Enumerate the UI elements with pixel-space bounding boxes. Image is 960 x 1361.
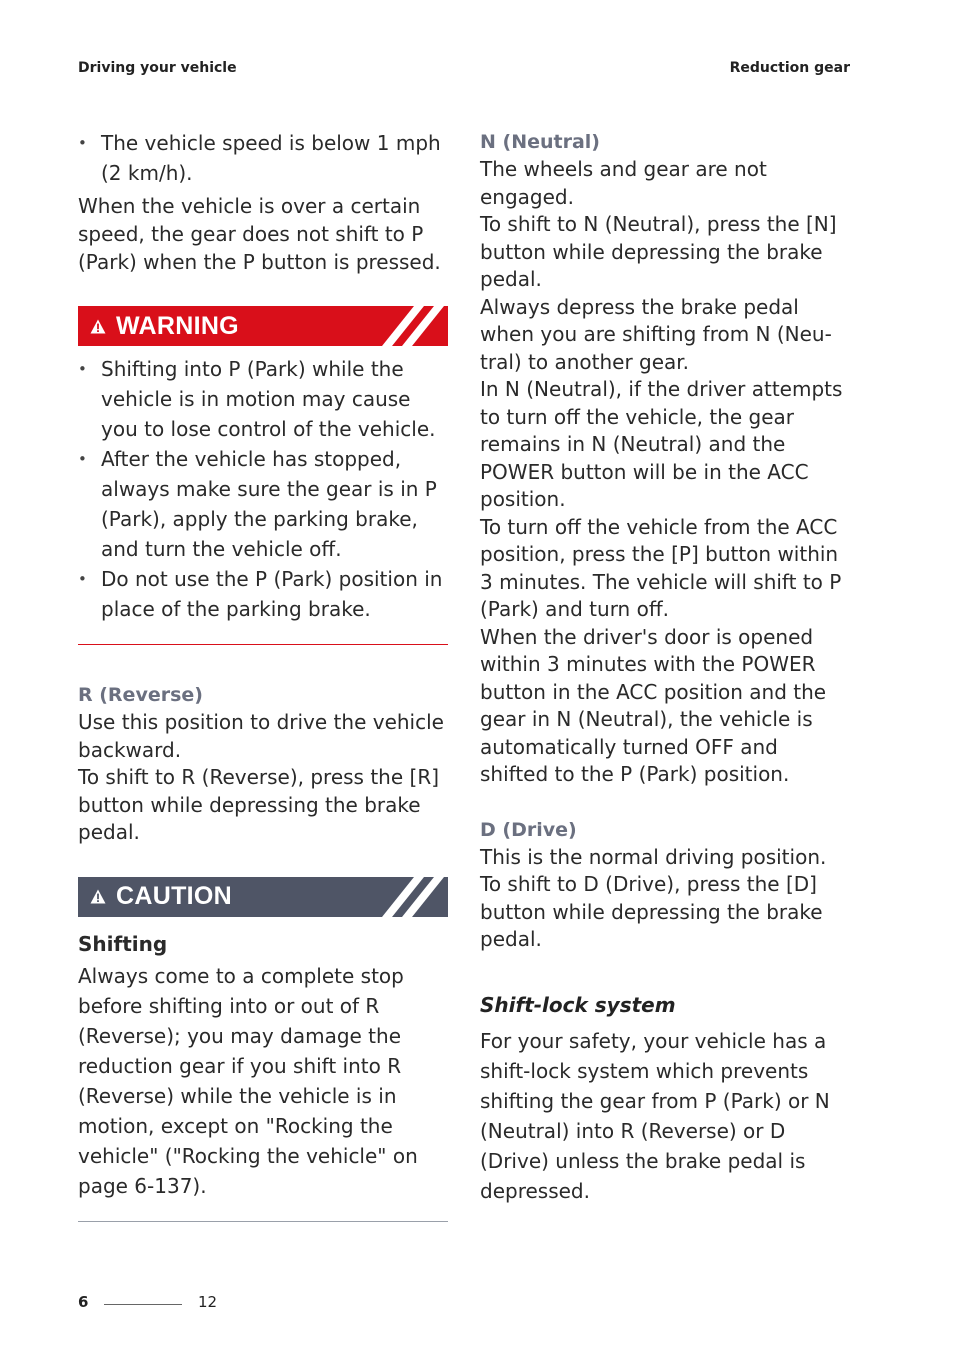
banner-stripes xyxy=(378,877,448,917)
running-header-chapter: Driving your vehicle xyxy=(78,60,237,76)
warning-banner xyxy=(78,306,448,346)
warning-bullet-list xyxy=(78,354,448,624)
drive-section xyxy=(480,816,850,954)
reverse-section xyxy=(78,681,448,847)
footer-chapter-number: 6 xyxy=(78,1293,89,1311)
warning-title: WARNING xyxy=(116,311,239,340)
left-column xyxy=(78,128,448,1222)
drive-heading: D (Drive) xyxy=(480,818,577,841)
caution-text: Always come to a complete stop before shifting into or out of R (Reverse); you may damage the reduction gear if you shift into R (Reverse) while the vehicle is in motion, except on "Rocking the vehicle" ("Rocking the vehicle" on page 6-137). xyxy=(78,963,418,1198)
footer-page-number: 12 xyxy=(198,1293,218,1311)
caution-title: CAUTION xyxy=(116,882,232,910)
drive-text: This is the normal driving position. To shift to D (Drive), press the [D] button while depressing the brake pedal. xyxy=(480,844,827,951)
list-item: • The vehicle speed is below 1 mph (2 km/h). xyxy=(78,128,448,188)
neutral-text: The wheels and gear are not engaged. To shift to N (Neutral), press the [N] button while depressing the brake pedal. Always depress the brake pedal when you are shifting from N (Neu-tral) to another gear. In N (Neutral), if the driver attempts to turn off the vehicle, the gear remains in N (Neutral) and the POWER button will be in the ACC position. To turn off the vehicle from the ACC position, press the [P] button within 3 minutes. The vehicle will shift to P (Park) and turn off. When the driver's door is opened within 3 minutes with the POWER button in the ACC position and the gear in N (Neutral), the vehicle is automatically turned OFF and shifted to the P (Park) position. xyxy=(480,157,843,786)
banner-stripes xyxy=(378,306,448,346)
caution-subtitle: Shifting xyxy=(78,931,168,956)
shift-lock-title: Shift-lock system xyxy=(480,992,676,1017)
footer-divider xyxy=(104,1304,182,1305)
warning-end-divider xyxy=(78,644,448,645)
warning-triangle-icon xyxy=(90,319,106,334)
reverse-heading: R (Reverse) xyxy=(78,684,203,706)
shift-lock-text: For your safety, your vehicle has a shift-lock system which prevents shifting the gear from P (Park) or N (Neutral) into R (Reverse) or D (Drive) unless the brake pedal is depressed. xyxy=(480,1028,830,1203)
intro-paragraph: When the vehicle is over a certain speed, the gear does not shift to P (Park) when the P button is pressed. xyxy=(78,194,441,274)
intro-bullet-list xyxy=(78,128,448,188)
neutral-section xyxy=(480,128,850,789)
caution-end-divider xyxy=(78,1221,448,1222)
running-header-section: Reduction gear xyxy=(729,60,850,76)
caution-banner xyxy=(78,877,448,917)
right-column xyxy=(480,128,850,1206)
neutral-heading: N (Neutral) xyxy=(480,131,600,153)
list-item: • Do not use the P (Park) position in place of the parking brake. xyxy=(78,564,448,624)
list-item: • Shifting into P (Park) while the vehicle is in motion may cause you to lose control of the vehicle. xyxy=(78,354,448,444)
reverse-text: Use this position to drive the vehicle backward. To shift to R (Reverse), press the [R] button while depressing the brake pedal. xyxy=(78,710,444,844)
list-item: • After the vehicle has stopped, always make sure the gear is in P (Park), apply the parking brake, and turn the vehicle off. xyxy=(78,444,448,564)
warning-triangle-icon xyxy=(90,889,106,904)
